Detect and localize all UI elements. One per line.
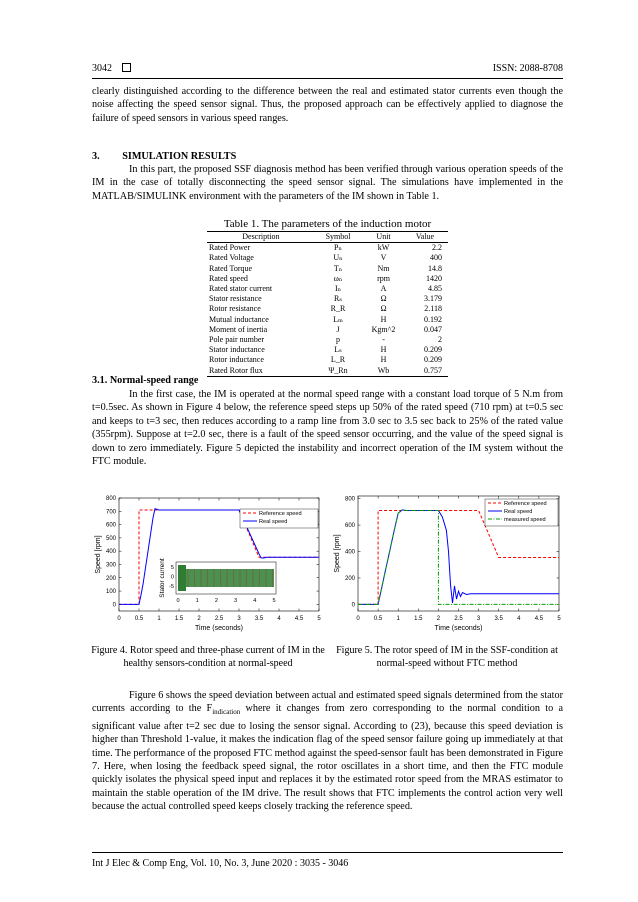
table-row [207,264,448,274]
table-cell: Rated Voltage [209,253,254,263]
footer-rule [92,852,563,853]
table-cell: 3.179 [424,294,442,304]
x-tick-label: 3.5 [254,616,264,622]
intro-paragraph: clearly distinguished according to the difference between the real and estimated stator currents even though the noise affecting the speed sensor signal. Thus, the proposed approach can be effectively applied to diagnose the failure of speed sensors in various speed ranges. [92,86,563,124]
table-cell: 0.047 [424,324,442,334]
legend-entry: Reference speed [504,501,547,507]
x-tick-label: 1 [396,616,400,622]
table-body [207,243,448,377]
y-tick-label: 400 [344,549,355,556]
y-tick-label: 800 [344,496,355,503]
legend-entry: Real speed [504,509,533,515]
table-row [207,345,448,355]
table-cell: Mutual inductance [209,314,269,324]
table-cell: Nm [377,263,390,273]
table-cell: Stator inductance [209,345,265,355]
figure-4-chart [90,490,326,638]
table-cell: 1420 [426,273,442,283]
table-cell: Rotor inductance [209,355,264,365]
table-cell: Rated stator current [209,284,273,294]
section-3-title: SIMULATION RESULTS [122,151,237,162]
table-row [207,274,448,284]
section-3-heading [92,151,236,162]
table-cell: Ω [380,304,387,314]
y-tick-label: 700 [105,509,116,516]
x-tick-label: 0.5 [134,616,144,622]
section-3-1-title: 3.1. Normal-speed range [92,375,199,386]
table-cell: Lₘ [333,314,343,324]
table-cell: Rated speed [209,273,248,283]
x-tick-label: 0 [356,616,360,622]
page-number: 3042 [92,63,112,74]
inset-x-tick-label: 5 [272,598,276,604]
table-cell: 0.209 [424,355,442,365]
x-tick-label: 3 [237,616,241,622]
table-cell: R_R [330,304,346,314]
y-axis-label: Speed [rpm] [95,535,102,574]
table-row [207,355,448,365]
table-cell: 0.192 [424,314,442,324]
legend-entry: Real speed [259,519,288,525]
x-tick-label: 2.5 [214,616,224,622]
table-cell: Pₙ [334,243,342,253]
table-cell: H [380,314,387,324]
section-3-paragraph: In this part, the proposed SSF diagnosis method has been verified through various operation speeds of the IM in the case of totally disconnecting the speed sensor signal. The simulations have implemented in the MATLAB/SIMULINK environment with the parameters of the IM shown in Table 1. [92,164,563,202]
inset-y-axis-label: Stator current [159,558,166,598]
table-cell: Moment of inertia [209,324,268,334]
table-cell: Ω [380,294,387,304]
x-tick-label: 2 [436,616,441,622]
table-row [207,335,448,345]
y-tick-label: 800 [105,496,116,502]
x-tick-label: 0.5 [373,616,383,622]
x-tick-label: 4.5 [294,616,304,622]
header-rule [92,78,563,79]
square-icon [122,63,131,72]
x-tick-label: 1.5 [414,616,423,622]
table-row [207,304,448,314]
footer-text: Int J Elec & Comp Eng, Vol. 10, No. 3, June 2020 : 3035 - 3046 [92,858,349,869]
table-cell: 0.757 [406,366,448,377]
table-cell: kW [377,243,390,253]
table-cell: 2.2 [432,243,442,253]
x-axis-label: Time (seconds) [434,625,483,632]
table-row [207,294,448,304]
table-header-cell: Symbol [315,232,361,243]
y-tick-label: 200 [105,575,116,582]
table-cell: 400 [430,253,442,263]
table-cell: Stator resistance [209,294,262,304]
inset-x-tick-label: 2 [214,598,218,604]
table-cell: Lₛ [334,345,342,355]
table-header-cell: Unit [361,232,406,243]
table-cell: 2 [438,335,442,345]
x-tick-label: 1.5 [174,616,184,622]
table-row [207,243,448,254]
table-header-cell: Value [406,232,448,243]
table-row [207,284,448,294]
table-cell: Tₙ [333,263,343,273]
x-tick-label: 3 [476,616,481,622]
table-cell: A [380,284,387,294]
x-tick-label: 5 [317,616,321,622]
table-cell: H [380,355,387,365]
y-tick-label: 300 [105,562,116,569]
legend-entry: measured speed [504,517,546,523]
x-tick-label: 3.5 [494,616,503,622]
table-cell: J [336,324,340,334]
final-paragraph-part1: Figure 6 shows the speed deviation between actual and estimated speed signals determined from the stator currents according to the F [92,690,563,715]
inset-x-tick-label: 4 [253,598,257,604]
table-cell: Rated Power [209,243,251,253]
y-tick-label: 0 [351,602,355,609]
table-cell: Rated Rotor flux [207,366,315,377]
y-tick-label: 0 [112,602,116,609]
table-cell: Rated Torque [209,263,253,273]
section-3-number: 3. [92,151,100,162]
table-cell: - [382,335,385,345]
table-cell: Uₙ [333,253,343,263]
figure-5-chart [328,490,566,638]
issn-label: ISSN: 2088-8708 [492,63,563,74]
table-row [207,366,448,377]
table-cell: rpm [377,273,390,283]
y-tick-label: 200 [344,575,355,582]
table-cell: L_R [330,355,346,365]
y-tick-label: 500 [105,535,116,542]
table-cell: Wb [361,366,406,377]
inset-x-tick-label: 1 [195,598,199,604]
parameters-table [207,231,448,377]
table-cell: Iₙ [334,284,342,294]
page-header-left [92,63,131,74]
inset-y-tick-label: 5 [170,565,174,571]
table-header-cell: Description [207,232,315,243]
y-tick-label: 600 [344,523,355,530]
inset-current-startup [178,565,186,591]
table-1-caption: Table 1. The parameters of the induction motor [223,218,432,230]
table-row [207,315,448,325]
x-tick-label: 1 [157,616,161,622]
figure-5-caption: Figure 5. The rotor speed of IM in the SSF-condition at normal-speed without FTC method [336,645,558,669]
table-row [207,253,448,263]
inset-y-tick-label: 0 [170,574,174,581]
x-tick-label: 2 [197,616,201,622]
x-tick-label: 5 [557,616,561,622]
y-tick-label: 600 [105,522,116,529]
table-cell: 2.118 [424,304,442,314]
table-cell: 14.8 [428,263,442,273]
final-paragraph [92,689,563,814]
figure-4-caption: Figure 4. Rotor speed and three-phase current of IM in the healthy sensors-condition at normal-speed [91,645,325,669]
table-cell: Kgm^2 [371,324,396,334]
inset-y-tick-label: -5 [169,584,174,590]
table-cell: p [336,335,341,345]
table-row [207,325,448,335]
table-cell: Ψ_Rn [315,366,361,377]
inset-x-tick-label: 3 [234,598,238,604]
x-tick-label: 0 [117,616,121,622]
table-cell: 4.85 [428,284,442,294]
table-cell: Rₛ [334,294,343,304]
table-cell: Pole pair number [209,335,265,345]
y-tick-label: 400 [105,549,116,556]
section-3-1-paragraph: In the first case, the IM is operated at the normal speed range with a constant load torque of 5 N.m from t=0.5sec. As shown in Figure 4 below, the reference speed steps up 50% of the rated speed (710 rpm) at t=0.5 sec and keeps to t=3 sec, then reduces according to a ramp line from 3.0 sec to 3.5 sec back to 25% of the rated value (355rpm). Suppose at t=2.0 sec, there is a fault of the speed sensor occurring, and the value of the speed signal is down to zero immediately. Figure 5 depicted the instability and incorrect operation of the IM system without the FTC module. [92,389,563,468]
table-cell: H [380,345,387,355]
x-tick-label: 4 [517,616,521,622]
inset-x-tick-label: 0 [176,598,180,604]
table-cell: ωₙ [333,273,343,283]
final-paragraph-part2: where it changes from zero corresponding to the normal condition to a significant value after t=2 sec due to losing the sensor signal. According to (23), because this speed deviation is higher than Threshold 1-value, it makes the indication flag of the speed sensor failure going up immediately at that time. The performance of the proposed FTC method against the speed-sensor fault has been demonstrated in Figure 7. Here, when losing the feedback speed signal, the rotor oscillates in a short time, and then the FTC module quickly isolates the physical speed input and replaces it by the estimated rotor speed from the MRAS estimator to maintain the stable operation of the IM drive. The result shows that FTC implements the control action very well because the actual controlled speed keeps closely tracking the reference speed. [92,703,564,813]
y-axis-label: Speed [rpm] [334,534,341,573]
table-header-row [207,232,448,243]
y-tick-label: 100 [105,589,116,596]
legend-entry: Reference speed [259,511,302,517]
x-tick-label: 4.5 [534,616,544,622]
x-tick-label: 2.5 [454,616,463,622]
table-cell: 0.209 [424,345,442,355]
x-axis-label: Time (seconds) [195,625,243,632]
table-cell: V [380,253,387,263]
final-paragraph-subscript: indication [212,708,241,717]
table-cell: Rotor resistance [209,304,261,314]
x-tick-label: 4 [277,616,281,622]
